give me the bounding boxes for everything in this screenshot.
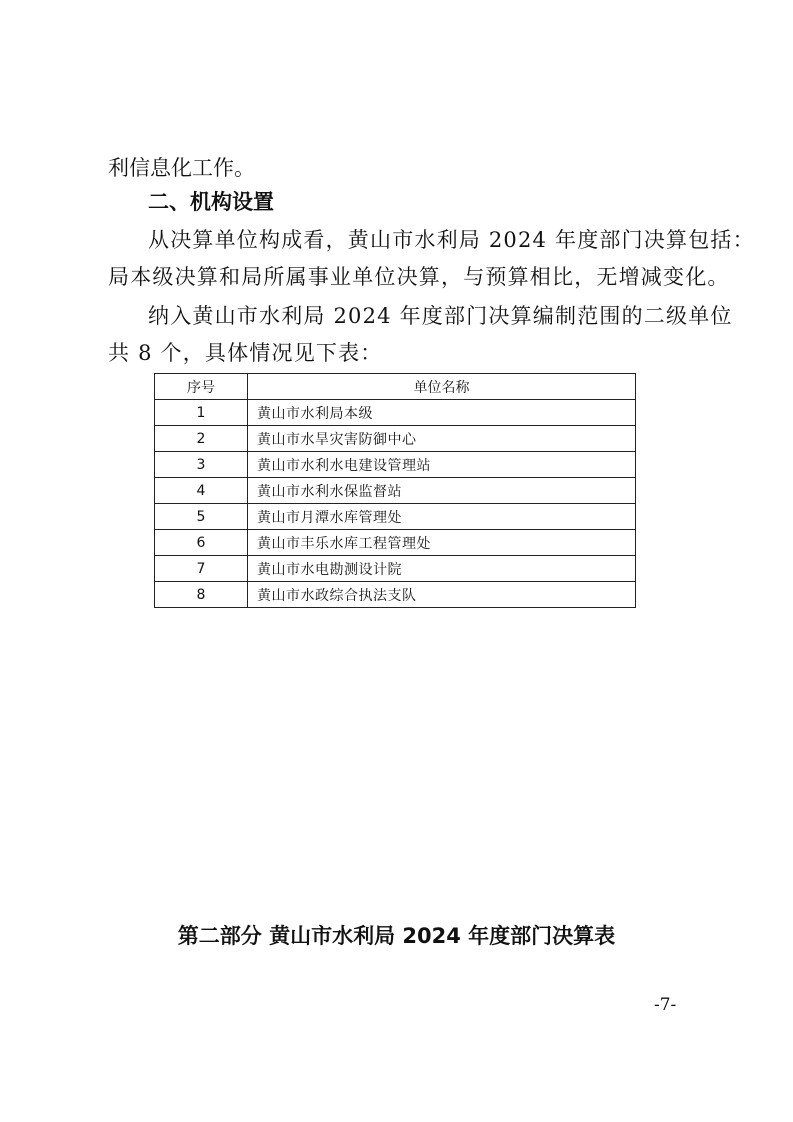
row-number: 8 <box>155 582 248 608</box>
column-header-unit-name: 单位名称 <box>248 374 636 400</box>
table-row <box>155 452 636 478</box>
row-number: 2 <box>155 426 248 452</box>
row-number: 7 <box>155 556 248 582</box>
paragraph-1-line-1: 从决算单位构成看，黄山市水利局 2024 年度部门决算包括： <box>148 228 755 252</box>
paragraph-2-line-2: 共 8 个，具体情况见下表： <box>108 341 383 365</box>
row-number: 5 <box>155 504 248 530</box>
table-row <box>155 478 636 504</box>
row-unit-name: 黄山市水电勘测设计院 <box>248 556 636 582</box>
row-number: 1 <box>155 400 248 426</box>
table-row <box>155 556 636 582</box>
intro-tail-text: 利信息化工作。 <box>108 156 255 180</box>
section-heading: 二、机构设置 <box>148 190 274 214</box>
row-unit-name: 黄山市水政综合执法支队 <box>248 582 636 608</box>
part-two-title: 第二部分 黄山市水利局 2024 年度部门决算表 <box>177 924 616 948</box>
row-unit-name: 黄山市水利局本级 <box>248 400 636 426</box>
row-unit-name: 黄山市月潭水库管理处 <box>248 504 636 530</box>
table-row <box>155 504 636 530</box>
row-unit-name: 黄山市水利水电建设管理站 <box>248 452 636 478</box>
row-number: 4 <box>155 478 248 504</box>
table-row <box>155 530 636 556</box>
paragraph-2-line-1: 纳入黄山市水利局 2024 年度部门决算编制范围的二级单位 <box>148 304 733 328</box>
paragraph-1-line-2: 局本级决算和局所属事业单位决算，与预算相比，无增减变化。 <box>108 265 730 289</box>
row-unit-name: 黄山市水旱灾害防御中心 <box>248 426 636 452</box>
row-unit-name: 黄山市丰乐水库工程管理处 <box>248 530 636 556</box>
row-number: 3 <box>155 452 248 478</box>
unit-table <box>154 373 636 608</box>
table-header-row <box>155 374 636 400</box>
column-header-number: 序号 <box>155 374 248 400</box>
row-unit-name: 黄山市水利水保监督站 <box>248 478 636 504</box>
row-number: 6 <box>155 530 248 556</box>
table-row <box>155 400 636 426</box>
table-row <box>155 582 636 608</box>
table-row <box>155 426 636 452</box>
page-number: -7- <box>654 995 677 1015</box>
